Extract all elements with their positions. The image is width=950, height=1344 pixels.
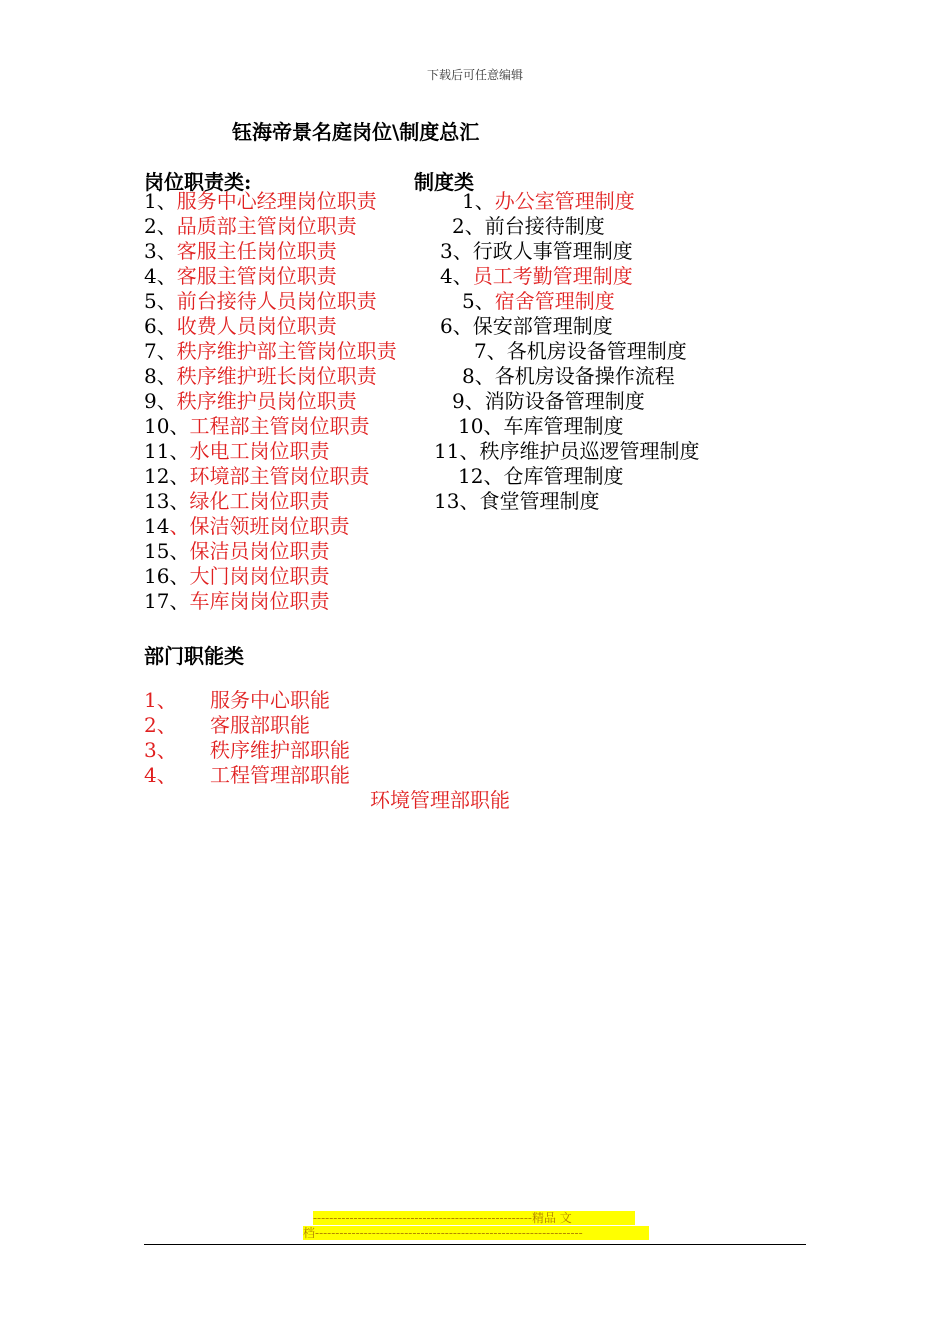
list-item [462, 189, 635, 214]
item-label: 工程部主管岗位职责 [189, 414, 370, 438]
item-label: 水电工岗位职责 [189, 439, 330, 463]
item-number: 11、 [434, 439, 480, 463]
footer-rule [144, 1244, 806, 1245]
item-label: 前台接待人员岗位职责 [176, 289, 377, 313]
item-label: 品质部主管岗位职责 [176, 214, 357, 238]
footer-text-2: 档 [303, 1226, 316, 1240]
list-item [452, 214, 605, 239]
item-number: 7、 [474, 339, 507, 363]
item-label: 消防设备管理制度 [484, 389, 645, 413]
list-item [144, 539, 329, 564]
item-number: 16、 [144, 564, 190, 588]
list-item [144, 189, 377, 214]
list-item [144, 264, 337, 289]
item-label: 秩序维护员巡逻管理制度 [479, 439, 700, 463]
item-number: 4、 [144, 763, 177, 787]
item-label: 办公室管理制度 [494, 189, 635, 213]
footer-dashes-2: ------------------------------------------------------------------ [315, 1226, 583, 1240]
list-item [458, 414, 623, 439]
item-label: 客服部职能 [210, 713, 310, 737]
item-label: 环境部主管岗位职责 [189, 464, 370, 488]
item-label: 秩序维护部主管岗位职责 [176, 339, 397, 363]
item-number: 17、 [144, 589, 190, 613]
item-number: 7、 [144, 339, 177, 363]
item-number: 10、 [144, 414, 190, 438]
item-number: 5、 [144, 289, 177, 313]
item-number: 9、 [144, 389, 177, 413]
job-duties-heading: 岗位职责类: [144, 170, 252, 194]
item-label: 秩序维护员岗位职责 [176, 389, 357, 413]
item-number: 2、 [144, 713, 177, 737]
item-number: 2、 [452, 214, 485, 238]
list-item [144, 439, 329, 464]
item-label: 绿化工岗位职责 [189, 489, 330, 513]
item-label: 工程管理部职能 [210, 763, 350, 787]
header-note: 下载后可任意编辑 [426, 68, 523, 82]
item-number: 3、 [440, 239, 473, 263]
item-label: 宿舍管理制度 [494, 289, 615, 313]
item-label: 各机房设备管理制度 [506, 339, 687, 363]
list-item [144, 389, 357, 414]
list-item [462, 364, 675, 389]
footer-dashes-1: ------------------------------------------------------ [313, 1211, 532, 1225]
list-item [144, 364, 377, 389]
list-item [144, 214, 357, 239]
list-item [144, 339, 397, 364]
list-item [434, 489, 599, 514]
item-number: 1、 [462, 189, 495, 213]
item-number: 6、 [144, 314, 177, 338]
item-number: 15、 [144, 539, 190, 563]
footer-text-1: 精品 文 [531, 1211, 572, 1225]
footer-watermark [303, 1211, 649, 1240]
item-number: 4、 [144, 264, 177, 288]
item-number: 14 [144, 514, 170, 538]
item-number: 11、 [144, 439, 190, 463]
item-label: 食堂管理制度 [479, 489, 600, 513]
list-item [144, 514, 349, 539]
item-number: 8、 [144, 364, 177, 388]
item-number: 13、 [434, 489, 480, 513]
item-number: 9、 [452, 389, 485, 413]
list-item [144, 713, 310, 738]
list-item [144, 289, 377, 314]
item-label: 服务中心经理岗位职责 [176, 189, 377, 213]
list-item [144, 688, 330, 713]
item-number: 1、 [144, 688, 177, 712]
item-label: 行政人事管理制度 [472, 239, 633, 263]
list-item [144, 464, 369, 489]
list-item [440, 264, 633, 289]
item-label: 大门岗岗位职责 [189, 564, 330, 588]
list-item [458, 464, 623, 489]
item-label: 仓库管理制度 [503, 464, 624, 488]
departments-heading: 部门职能类 [144, 644, 244, 668]
item-label: 车库岗岗位职责 [189, 589, 330, 613]
item-label: 秩序维护部职能 [210, 738, 350, 762]
footer-line-1 [313, 1211, 635, 1225]
list-item [462, 289, 615, 314]
list-item [440, 314, 613, 339]
list-item [144, 414, 369, 439]
item-number: 12、 [144, 464, 190, 488]
list-item [144, 763, 350, 788]
list-item [440, 239, 633, 264]
item-number: 3、 [144, 239, 177, 263]
item-label: 服务中心职能 [210, 688, 330, 712]
item-number: 12、 [458, 464, 504, 488]
list-item [144, 239, 337, 264]
list-item [452, 389, 645, 414]
item-label: 保安部管理制度 [472, 314, 613, 338]
item-number: 4、 [440, 264, 473, 288]
item-label: 保洁员岗位职责 [189, 539, 330, 563]
item-label: 秩序维护班长岗位职责 [176, 364, 377, 388]
list-item [144, 738, 350, 763]
list-item [144, 564, 329, 589]
item-label: 员工考勤管理制度 [472, 264, 633, 288]
item-label: 前台接待制度 [484, 214, 605, 238]
item-label: 客服主管岗位职责 [176, 264, 337, 288]
item-number: 10、 [458, 414, 504, 438]
item-label: 客服主任岗位职责 [176, 239, 337, 263]
footer-line-2 [303, 1226, 649, 1240]
page-title: 钰海帝景名庭岗位\制度总汇 [232, 120, 480, 144]
item-label: 、保洁领班岗位职责 [169, 514, 350, 538]
item-label: 各机房设备操作流程 [494, 364, 675, 388]
list-item [144, 314, 337, 339]
item-number: 3、 [144, 738, 177, 762]
item-number: 13、 [144, 489, 190, 513]
item-number: 2、 [144, 214, 177, 238]
item-label: 车库管理制度 [503, 414, 624, 438]
item-number: 5、 [462, 289, 495, 313]
list-item [144, 589, 329, 614]
item-number: 8、 [462, 364, 495, 388]
list-item [474, 339, 687, 364]
item-label: 收费人员岗位职责 [176, 314, 337, 338]
list-item [144, 489, 329, 514]
item-number: 6、 [440, 314, 473, 338]
systems-heading: 制度类 [414, 170, 474, 194]
list-item [434, 439, 699, 464]
dept-extra-item: 环境管理部职能 [370, 788, 510, 812]
item-number: 1、 [144, 189, 177, 213]
